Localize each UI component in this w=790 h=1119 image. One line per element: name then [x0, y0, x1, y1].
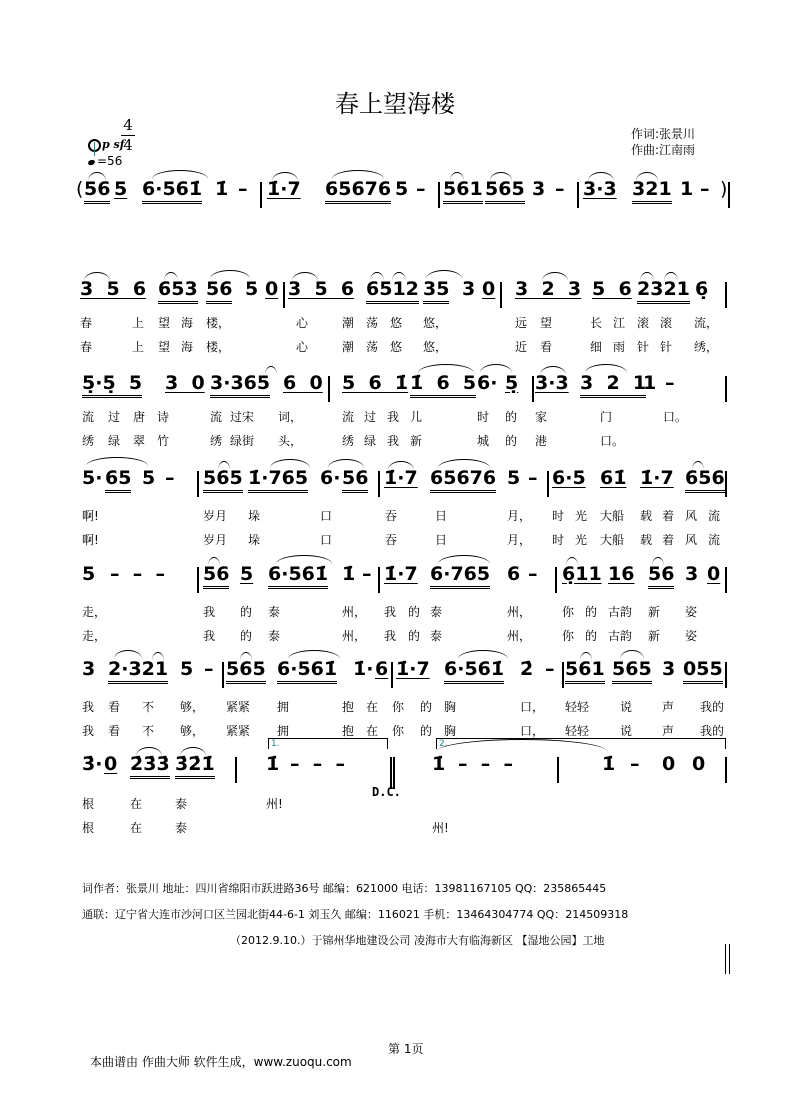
- lyrics-verse-2: 走， 我 的 泰 州， 我 的 泰 州， 你 的 古韵 新 姿: [82, 629, 698, 643]
- song-title: 春上望海楼: [335, 90, 455, 118]
- end-marker: [725, 944, 730, 974]
- barline: [283, 282, 285, 308]
- system-6: 3 2·321 5 – 565 6·561̇ 1̇· 6 1̇·7 6·561̇ 2̇ – 561 565 3 055 我 看 不 够， 紧紧 拥 抱 在 你 的 胸 口， 轻轻 说 声 我的 我 看 不 够， 紧紧 拥 抱 在 你 的 胸 口， 轻轻 说 声 我的: [80, 658, 728, 746]
- barline: [725, 376, 727, 402]
- barline: [438, 182, 440, 208]
- barline: [222, 662, 224, 688]
- barline: [547, 471, 549, 497]
- barline: [725, 757, 727, 783]
- credits: [631, 126, 695, 158]
- system-3: 5̣·5̣ 5 3 0 3·365 6 0 5 6 1̇ 1̇ 6 5 6· 5̣ 3·3 3 2 1 1 – 流 过 唐 诗 流 过宋 词， 流 过 我 儿 时 的 家 门 口。 绣 绿 翠 竹 绣 绿街 头， 绣 绿 我 新 城 的 港 口。: [80, 372, 728, 456]
- lyrics-verse-1: 根 在 泰 州!: [82, 797, 283, 811]
- barline: [725, 662, 727, 688]
- lyrics-verse-1: 啊! 岁月 垛 口 吞 日 月， 时 光 大船 载 着 风 流: [82, 509, 721, 523]
- lyrics-verse-2: 春 上 望 海 楼， 心 潮 荡 悠 悠， 近 看 细 雨 针 针 绣，: [80, 340, 719, 354]
- barline: [725, 471, 727, 497]
- barline: [532, 376, 534, 402]
- quarter-note-icon: [87, 159, 95, 166]
- system-7: 3̇· 0 2̇3̇3̇ 3̇2̇1̇ 1̇ – – – 1̇ – – – 1̇ – 0 0 D.C. 根 在 泰 州! 根 在 泰 州!: [80, 753, 728, 843]
- tempo-marking: =56: [88, 154, 122, 168]
- system-2: 3 5 6 653 56 5 0 3 5 6 6512 35 3 0 3 2 3 5 6 2321 6̣ 春 上 望 海 楼， 心 潮 荡 悠 悠， 远 望 长 江 滚 滚 流， 春 上 望 海 楼， 心 潮 荡 悠 悠， 近 看 细 雨 针 针 绣，: [80, 278, 728, 362]
- lyrics-verse-1: 流 过 唐 诗 流 过宋 词， 流 过 我 儿 时 的 家 门 口。: [82, 410, 688, 424]
- da-capo-marking: D.C.: [372, 785, 401, 799]
- barline: [197, 567, 199, 593]
- volta-2: 2.: [436, 738, 726, 749]
- volta-1: 1.: [268, 738, 388, 749]
- composition-note: （2012.9.10.）于锦州华地建设公司 凌海市大有临海新区 【湿地公园】工地: [230, 934, 605, 947]
- system-1: [76, 178, 728, 208]
- generator-credit: 本曲谱由 作曲大师 软件生成，www.zuoqu.com: [90, 1055, 352, 1069]
- barline: [378, 567, 380, 593]
- barline: [500, 282, 502, 308]
- lyrics-verse-1: 我 看 不 够， 紧紧 拥 抱 在 你 的 胸 口， 轻轻 说 声 我的: [82, 700, 725, 714]
- note-group: 56: [84, 178, 110, 204]
- barline: [391, 662, 393, 688]
- lyrics-verse-2: 根 在 泰 州!: [82, 821, 449, 835]
- system-5: 5 – – – 56 5 6·561̇ 1̇ – 1̇·7 6·765 6 – 6̣11 16 56 3 0 走， 我 的 泰 州， 我 的 泰 州， 你 的 古韵 新 姿 走， 我 的 泰 州， 我 的 泰 州， 你 的 古韵 新 姿: [80, 563, 728, 651]
- barline: [725, 567, 727, 593]
- dynamic-marking: p sf: [88, 138, 124, 152]
- author-contact: 词作者：张景川 地址：四川省绵阳市跃进路36号 邮编：621000 电话：13981167105 QQ：235865445: [82, 882, 607, 895]
- barline: [197, 471, 199, 497]
- lyrics-verse-2: 我 看 不 够， 紧紧 拥 抱 在 你 的 胸 口， 轻轻 说 声 我的: [82, 724, 725, 738]
- barline: [328, 376, 330, 402]
- barline: [378, 471, 380, 497]
- composer: 作曲:江南雨: [631, 143, 696, 157]
- barline: [728, 182, 730, 208]
- barline: [557, 757, 559, 783]
- correspondence-address: 通联：辽宁省大连市沙河口区兰园北街44-6-1 刘玉久 邮编：116021 手机：13464304774 QQ：214509318: [82, 908, 629, 921]
- barline: [260, 182, 262, 208]
- system-4: 5· 65 5 – 565 1̇·765 6· 56 1̇·7 65676 5 – 6·5 61̇ 1̇·7 656 啊! 岁月 垛 口 吞 日 月， 时 光 大船 载 着 风 流 啊! 岁月 垛 口 吞 日 月， 时 光 大船 载 着 风 流: [80, 467, 728, 555]
- lyricist: 作词:张景川: [631, 127, 696, 141]
- lyrics-verse-1: 春 上 望 海 楼， 心 潮 荡 悠 悠， 远 望 长 江 滚 滚 流，: [80, 316, 719, 330]
- lyrics-verse-2: 绣 绿 翠 竹 绣 绿街 头， 绣 绿 我 新 城 的 港 口。: [82, 434, 625, 448]
- notes-row: ( 56 5 6·561̇ 1̇ – 1̇·7 65676 5 – 561 565 3 – 3·3 321 1 – ): [80, 178, 728, 208]
- lyrics-verse-2: 啊! 岁月 垛 口 吞 日 月， 时 光 大船 载 着 风 流: [82, 533, 721, 547]
- barline: [555, 567, 557, 593]
- lyrics-verse-1: 走， 我 的 泰 州， 我 的 泰 州， 你 的 古韵 新 姿: [82, 605, 698, 619]
- barline: [235, 757, 237, 783]
- time-signature: 4 4: [121, 118, 135, 153]
- barline: [562, 662, 564, 688]
- page-number: 第 1页: [388, 1042, 424, 1056]
- barline: [725, 282, 727, 308]
- barline: [577, 182, 579, 208]
